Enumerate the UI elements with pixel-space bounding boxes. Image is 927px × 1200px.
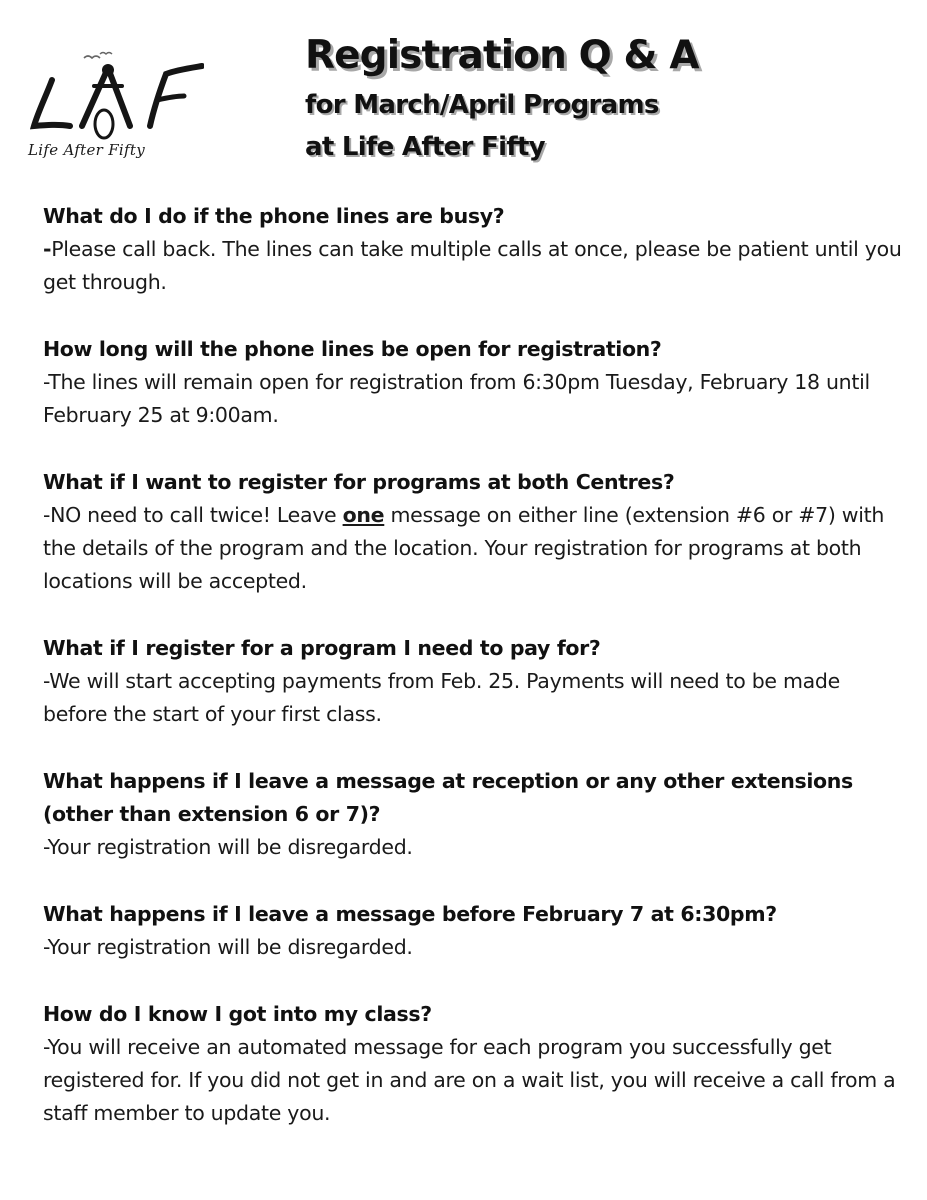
qa-item [43, 998, 903, 1130]
answer-emphasis: one [342, 503, 385, 527]
answer: -We will start accepting payments from Feb. 25. Payments will need to be made before the start of your first class. [43, 669, 840, 726]
bird-icon [100, 53, 112, 55]
answer-dash: - [43, 237, 52, 261]
logo-letter-a [82, 68, 130, 126]
question: What do I do if the phone lines are busy? [43, 204, 505, 228]
logo-letter-l [34, 80, 70, 126]
answer: -The lines will remain open for registration from 6:30pm Tuesday, February 18 until February 25 at 9:00am. [43, 370, 870, 427]
question: What happens if I leave a message at reception or any other extensions (other than extension 6 or 7)? [43, 769, 853, 826]
bicycle-wheel-icon [95, 110, 113, 138]
answer [43, 499, 903, 598]
question: What happens if I leave a message before February 7 at 6:30pm? [43, 902, 777, 926]
page-subtitle-line-2: at Life After Fifty [305, 132, 545, 162]
qa-item [43, 765, 903, 864]
answer: -Your registration will be disregarded. [43, 935, 413, 959]
logo-letter-f-bar [157, 96, 184, 100]
answer-text-after: message on either line (extension #6 or #7) with the details of the program and the location. Your registration for programs at both locations will be accepted. [43, 503, 885, 593]
logo [24, 46, 204, 172]
bird-icon [84, 56, 100, 58]
answer-text: Please call back. The lines can take multiple calls at once, please be patient until you get through. [43, 237, 902, 294]
qa-list [43, 200, 903, 1164]
qa-item [43, 466, 903, 598]
answer: -You will receive an automated message for each program you successfully get registered for. If you did not get in and are on a wait list, you will receive a call from a staff member to update you. [43, 1035, 896, 1125]
question: What if I want to register for programs at both Centres? [43, 470, 675, 494]
answer [43, 233, 903, 299]
question: What if I register for a program I need to pay for? [43, 636, 601, 660]
answer-text-before: -NO need to call twice! Leave [43, 503, 343, 527]
logo-tagline: Life After Fifty [28, 141, 145, 159]
page-title: Registration Q & A [305, 33, 699, 78]
header [305, 28, 699, 168]
logo-mark-graphic [24, 46, 204, 146]
qa-item [43, 898, 903, 964]
qa-item [43, 333, 903, 432]
question: How do I know I got into my class? [43, 1002, 432, 1026]
page-subtitle-line-1: for March/April Programs [305, 90, 659, 120]
question: How long will the phone lines be open for registration? [43, 337, 662, 361]
answer: -Your registration will be disregarded. [43, 835, 413, 859]
qa-item [43, 632, 903, 731]
qa-item [43, 200, 903, 299]
cyclist-head-icon [102, 64, 114, 76]
